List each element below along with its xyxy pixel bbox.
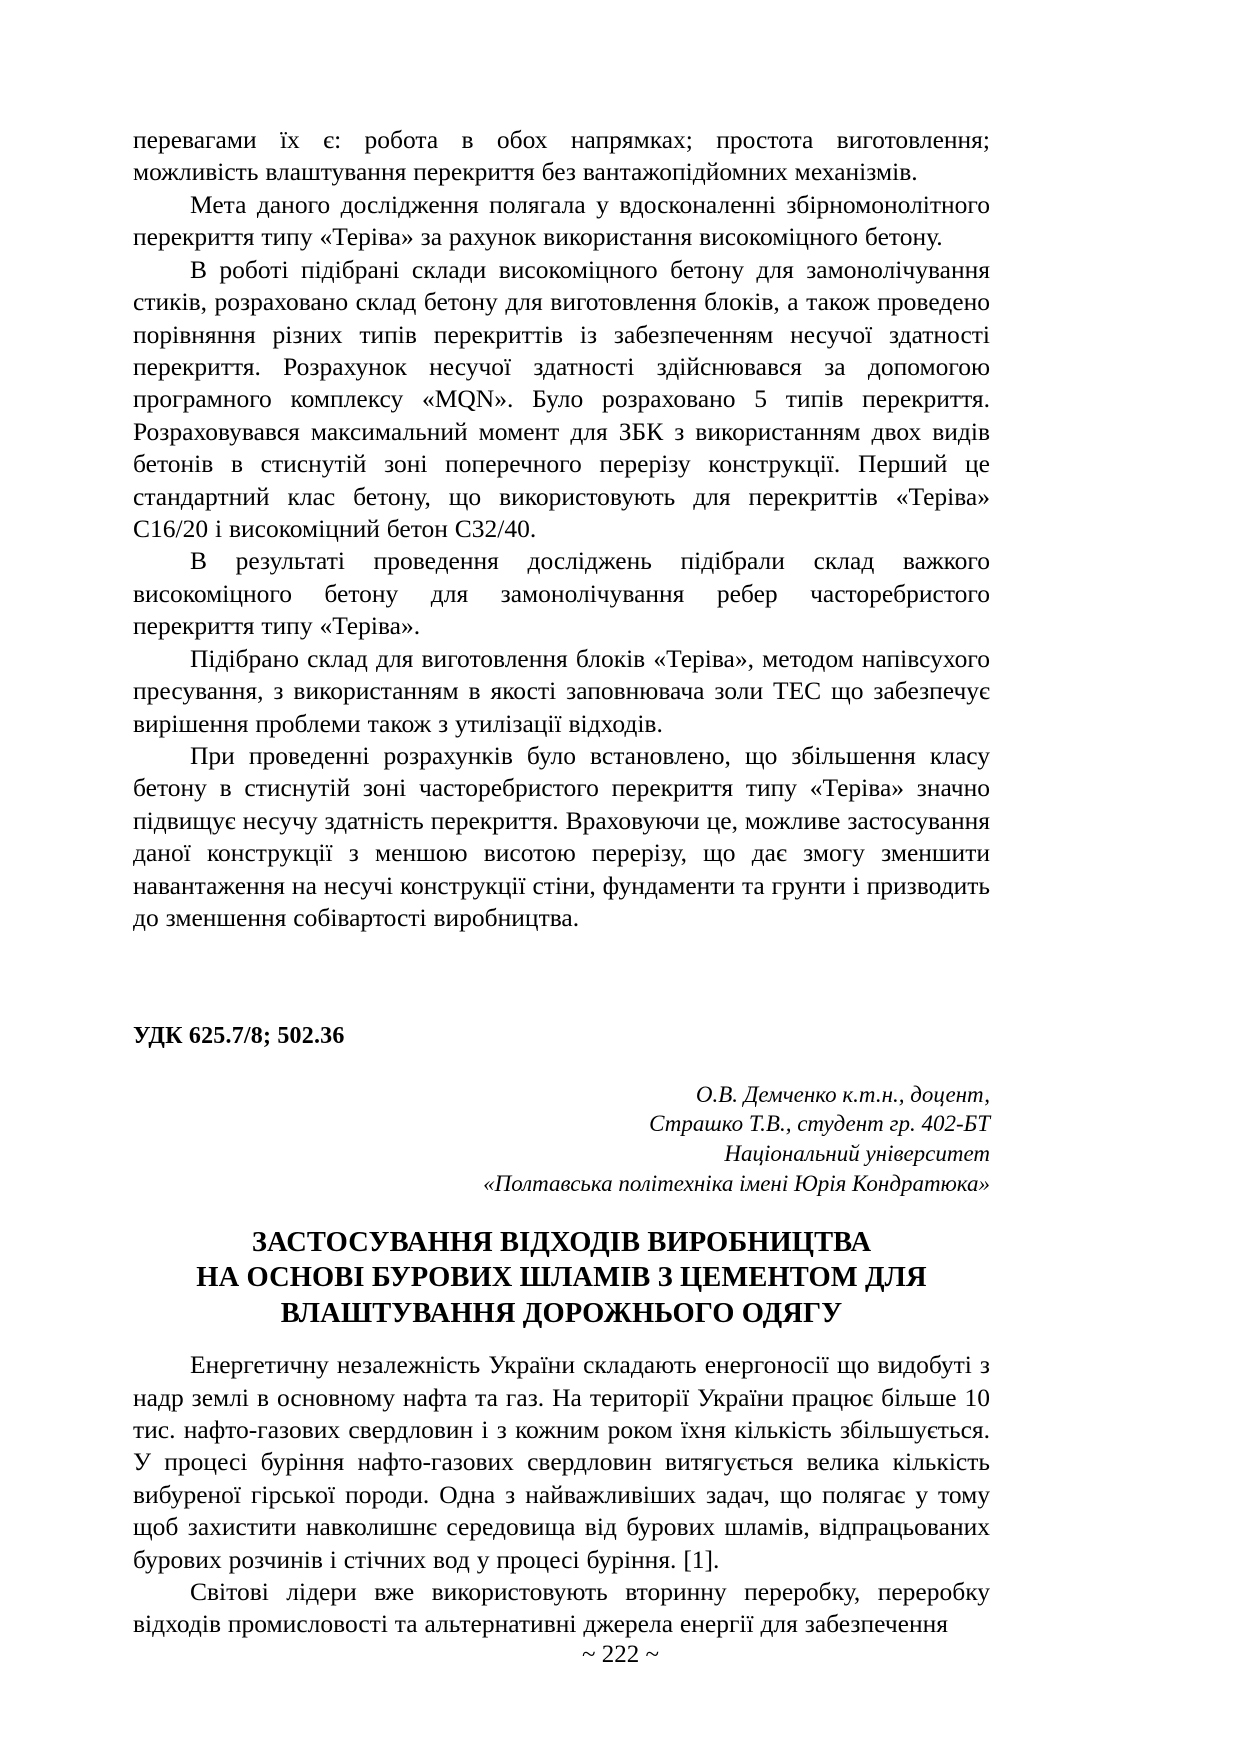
title-body-gap <box>133 1331 990 1349</box>
paragraph-results: В результаті проведення досліджень підібрали склад важкого високоміцного бетону для замонолічування ребер часторебристого перекриття типу «Теріва». <box>133 546 990 641</box>
paragraph-continuation: перевагами їх є: робота в обох напрямках; простота виготовлення; можливість влаштування перекриття без вантажопідйомних механізмів. <box>133 125 990 187</box>
page-number: ~ 222 ~ <box>581 1641 660 1668</box>
paragraph-conclusion: При проведенні розрахунків було встановлено, що збільшення класу бетону в стиснутій зоні часторебристого перекриття типу «Теріва» значно підвищує несучу здатність перекриття. Враховуючи це, можливе застосування даної конструкції з меншою висотою перерізу, що дає змогу зменшити навантаження на несучі конструкції стіни, фундаменти та грунти і призводить до зменшення собівартості виробництва. <box>133 741 990 933</box>
title-line-3: ВЛАШТУВАННЯ ДОРОЖНЬОГО ОДЯГУ <box>280 1297 843 1329</box>
author-line-1: О.В. Демченко к.т.н., доцент, <box>695 1081 990 1107</box>
page-footer <box>0 1641 1241 1669</box>
title-line-1: ЗАСТОСУВАННЯ ВІДХОДІВ ВИРОБНИЦТВА <box>251 1227 872 1259</box>
paragraph-world-leaders: Світові лідери вже використовують вторинну переробку, переробку відходів промисловості та альтернативні джерела енергії для забезпечення <box>133 1577 990 1639</box>
paragraph-methods: В роботі підібрані склади високоміцного бетону для замонолічування стиків, розраховано склад бетону для виготовлення блоків, а також проведено порівняння різних типів перекриттів із забезпеченням несучої здатності перекриття. Розрахунок несучої здатності здійснювався за допомогою програмного комплексу «MQN». Було розраховано 5 типів перекриття. Розраховувався максимальний момент для ЗБК з використанням двох видів бетонів в стиснутій зоні поперечного перерізу конструкції. Перший це стандартний клас бетону, що використовують для перекриттів «Теріва» С16/20 і високоміцний бетон С32/40. <box>133 254 990 544</box>
article-title <box>133 1225 990 1331</box>
page-content <box>133 124 990 1641</box>
author-block <box>133 1080 990 1200</box>
author-line-2: Страшко Т.В., студент гр. 402-БТ <box>649 1111 990 1137</box>
paragraph-energy-intro: Енергетичну незалежність України складають енергоносії що видобуті з надр землі в основному нафта та газ. На території України працює більше 10 тис. нафто-газових свердловин і з кожним роком їхня кількість збільшується. У процесі буріння нафто-газових свердловин витягується велика кількість вибуреної гірської породи. Одна з найважливіших задач, що полягає у тому щоб захистити навколишнє середовища від бурових шламів, відпрацьованих бурових розчинів і стічних вод у процесі буріння. [1]. <box>133 1350 990 1574</box>
udk-code: УДК 625.7/8; 502.36 <box>133 1022 345 1049</box>
title-line-2: НА ОСНОВІ БУРОВИХ ШЛАМІВ З ЦЕМЕНТОМ ДЛЯ <box>196 1262 927 1294</box>
section-gap <box>133 935 990 1023</box>
paragraph-composition: Підібрано склад для виготовлення блоків «Теріва», методом напівсухого пресування, з використанням в якості заповнювача золи ТЕС що забезпечує вирішення проблеми також з утилізації відходів. <box>133 643 990 738</box>
affiliation-line-2: «Полтавська політехніка імені Юрія Кондратюка» <box>483 1171 990 1197</box>
affiliation-line-1: Національний університет <box>724 1141 990 1167</box>
paragraph-goal: Мета даного дослідження полягала у вдосконаленні збірномонолітного перекриття типу «Теріва» за рахунок використання високоміцного бетону. <box>133 189 990 252</box>
